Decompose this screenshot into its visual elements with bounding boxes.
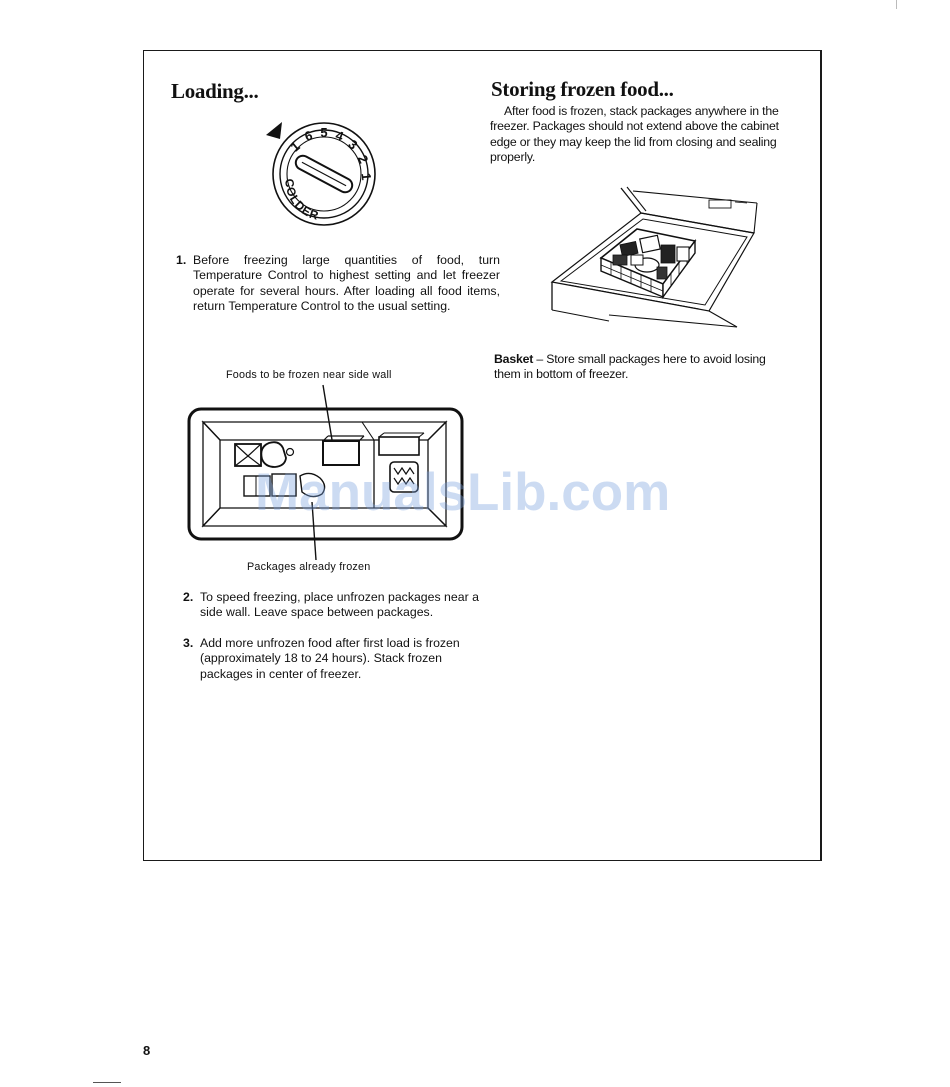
step-2-text: To speed freezing, place unfrozen packages near a side wall. Leave space between packages. <box>200 590 479 620</box>
step-3-number: 3. <box>183 636 194 650</box>
dial-digit-6: 6 <box>302 127 315 145</box>
step-3 <box>183 636 479 682</box>
storing-heading: Storing frozen food... <box>491 77 674 101</box>
dial-digit-1b: 1 <box>358 172 375 181</box>
scan-mark-bottom <box>93 1082 121 1083</box>
freezer-basket-illustration <box>549 185 761 331</box>
loading-heading: Loading... <box>171 79 259 103</box>
dial-digit-2: 2 <box>354 152 372 166</box>
dial-colder-label: COLDER <box>282 178 322 223</box>
dial-digit-1a: 1 <box>287 138 303 155</box>
basket-description <box>494 352 790 383</box>
dial-digit-4: 4 <box>333 127 346 145</box>
storing-intro-text: After food is frozen, stack packages anywhere in the freezer. Packages should not extend above the cabinet edge or they may keep the lid from closing and sealing properly. <box>490 104 779 165</box>
step-1-number: 1. <box>176 253 187 267</box>
svg-text:COLDER <box>282 178 321 223</box>
step-2-number: 2. <box>183 590 194 604</box>
step-1 <box>176 253 500 315</box>
dial-digit-3: 3 <box>345 136 361 153</box>
diagram-label-side-wall: Foods to be frozen near side wall <box>226 369 392 381</box>
diagram-label-already-frozen: Packages already frozen <box>247 561 371 573</box>
basket-term: Basket <box>494 352 534 366</box>
dial-digit-5: 5 <box>320 125 328 140</box>
step-1-text: Before freezing large quantities of food, turn Temperature Control to highest setting and let freezer operate for several hours. After loading all food items, return Temperature Control to the usual setting. <box>193 253 500 314</box>
step-2 <box>183 590 479 621</box>
watermark-text: ManualsLib.com <box>255 463 671 522</box>
basket-text: – Store small packages here to avoid losing them in bottom of freezer. <box>494 352 766 382</box>
pointer-arrow-icon <box>266 122 282 139</box>
page-number: 8 <box>143 1043 151 1058</box>
step-3-text: Add more unfrozen food after first load is frozen (approximately 18 to 24 hours). Stack frozen packages in center of freezer. <box>200 636 460 681</box>
scan-mark-top <box>896 0 897 9</box>
temperature-dial-illustration <box>262 117 384 229</box>
